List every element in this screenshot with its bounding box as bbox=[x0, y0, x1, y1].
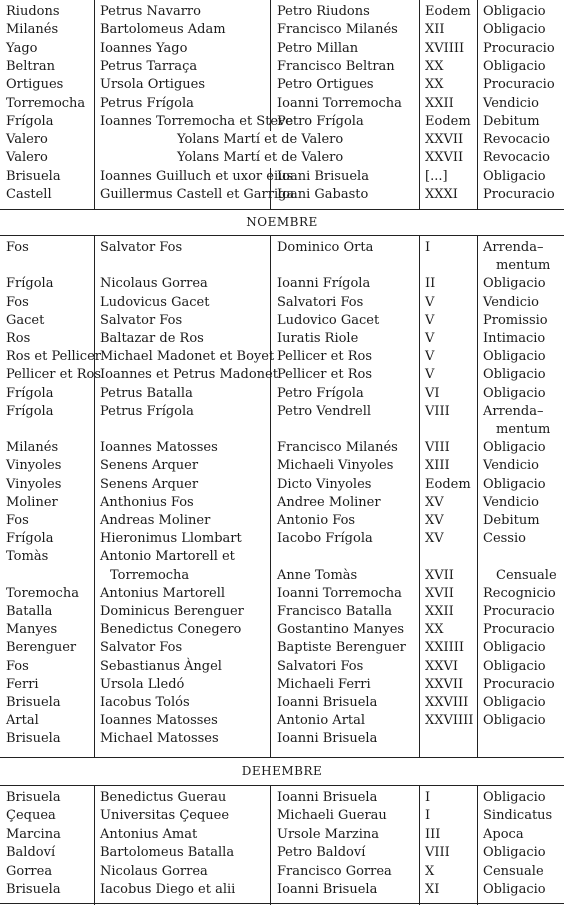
surname-cell: Çequea bbox=[6, 808, 56, 824]
surname-cell: Toremocha bbox=[6, 585, 79, 601]
surname-cell: Artal bbox=[6, 713, 39, 729]
grantor-cell: Salvator Fos bbox=[100, 640, 183, 656]
act-type-cell: Intimacio bbox=[483, 331, 546, 346]
act-type-cell: Vendicio bbox=[483, 95, 540, 111]
surname-cell: Ros bbox=[6, 331, 31, 346]
surname-cell: Vinyoles bbox=[6, 476, 62, 492]
act-type-cell: Obligacio bbox=[483, 440, 546, 456]
grantor-cell: Ursola Lledó bbox=[100, 676, 185, 692]
day-cell: VI bbox=[425, 385, 440, 401]
table-row bbox=[0, 294, 564, 312]
grantor-cell: Ioannes Yago bbox=[100, 40, 188, 56]
table-row bbox=[0, 863, 564, 881]
day-cell: XX bbox=[425, 622, 444, 638]
day-cell: XI bbox=[425, 882, 440, 897]
table-row bbox=[0, 494, 564, 512]
grantor-cell: Bartolomeus Batalla bbox=[100, 845, 235, 861]
surname-cell: Yago bbox=[6, 40, 38, 56]
surname-cell: Fos bbox=[6, 658, 29, 674]
table-row bbox=[0, 881, 564, 899]
grantor-cell: Petrus Frígola bbox=[100, 403, 194, 419]
day-cell: XXVII bbox=[425, 150, 464, 166]
act-type-cell: Obligacio bbox=[483, 349, 546, 365]
table-row bbox=[0, 712, 564, 730]
grantor-cell-continued: Torremocha bbox=[110, 567, 190, 583]
surname-cell: Ortigues bbox=[6, 77, 64, 93]
table-row bbox=[0, 807, 564, 825]
recipient-cell: Michaeli Ferri bbox=[277, 676, 371, 692]
surname-cell: Frígola bbox=[6, 403, 54, 419]
surname-cell: Frígola bbox=[6, 113, 54, 129]
day-cell: XXVIII bbox=[425, 695, 469, 710]
day-cell: I bbox=[425, 808, 431, 824]
table-row bbox=[0, 548, 564, 584]
act-type-cell: Obligacio bbox=[483, 640, 546, 656]
grantor-cell: Ludovicus Gacet bbox=[100, 294, 210, 310]
grantor-cell: Dominicus Berenguer bbox=[100, 604, 244, 619]
recipient-cell: Antonio Artal bbox=[277, 713, 366, 729]
act-type-cell: Debitum bbox=[483, 513, 540, 528]
act-type-cell: Obligacio bbox=[483, 790, 546, 805]
day-cell: XVIIII bbox=[425, 40, 465, 56]
act-type-cell: Arrenda– bbox=[483, 240, 544, 255]
grantor-cell: Antonio Martorell et bbox=[100, 549, 235, 565]
recipient-cell: Petro Baldoví bbox=[277, 845, 366, 861]
surname-cell: Baldoví bbox=[6, 845, 56, 861]
surname-cell: Brisuela bbox=[6, 731, 61, 747]
grantor-cell: Benedictus Conegero bbox=[100, 622, 242, 638]
grantor-cell: Petrus Batalla bbox=[100, 385, 193, 401]
recipient-cell: Andree Moliner bbox=[277, 494, 381, 510]
act-type-cell: Obligacio bbox=[483, 168, 546, 184]
act-type-cell: Revocacio bbox=[483, 132, 550, 148]
table-row bbox=[0, 530, 564, 548]
recipient-cell: Ioanni Brisuela bbox=[277, 695, 378, 710]
recipient-cell: Ursole Marzina bbox=[277, 826, 380, 842]
month-heading: DEHEMBRE bbox=[241, 764, 323, 778]
recipient-cell: Petro Vendrell bbox=[277, 403, 372, 419]
table-row bbox=[0, 385, 564, 403]
section-rule bbox=[0, 757, 564, 758]
table-row bbox=[0, 439, 564, 457]
recipient-cell: Ioanni Brisuela bbox=[277, 790, 378, 805]
table-row bbox=[0, 639, 564, 657]
day-cell: Eodem bbox=[425, 476, 471, 492]
day-cell: XXVIIII bbox=[425, 713, 474, 729]
grantor-cell: Antonius Amat bbox=[100, 826, 198, 842]
surname-cell: Frígola bbox=[6, 531, 54, 547]
grantor-cell: Petrus Navarro bbox=[100, 4, 201, 19]
table-row bbox=[0, 844, 564, 862]
surname-cell: Riudons bbox=[6, 4, 60, 19]
surname-cell: Milanés bbox=[6, 440, 59, 456]
grantor-cell: Hieronimus Llombart bbox=[100, 531, 242, 547]
act-type-cell: Obligacio bbox=[483, 695, 546, 710]
recipient-cell: Francisco Milanés bbox=[277, 22, 398, 38]
recipient-cell: Francisco Beltran bbox=[277, 58, 395, 74]
recipient-cell: Ludovico Gacet bbox=[277, 312, 380, 328]
section-rule bbox=[0, 903, 564, 904]
surname-cell: Berenguer bbox=[6, 640, 77, 656]
day-cell: V bbox=[425, 331, 435, 346]
table-row bbox=[0, 330, 564, 348]
table-row bbox=[0, 366, 564, 384]
table-row bbox=[0, 403, 564, 439]
table-row bbox=[0, 21, 564, 39]
table-row bbox=[0, 457, 564, 475]
grantor-cell: Ursola Ortigues bbox=[100, 77, 206, 93]
surname-cell: Milanés bbox=[6, 22, 59, 38]
day-cell: Eodem bbox=[425, 113, 471, 129]
grantor-cell: Ioannes et Petrus Madonet bbox=[100, 367, 278, 383]
grantor-cell: Nicolaus Gorrea bbox=[100, 863, 208, 879]
recipient-cell: Ioanni Torremocha bbox=[277, 95, 402, 111]
recipient-cell: Dominico Orta bbox=[277, 240, 374, 255]
day-cell: VIII bbox=[425, 845, 450, 861]
surname-cell: Ferri bbox=[6, 676, 39, 692]
act-type-cell: Cessio bbox=[483, 531, 526, 547]
surname-cell: Fos bbox=[6, 513, 29, 528]
grantor-cell: Michael Madonet et Boyet bbox=[100, 349, 275, 365]
day-cell: XX bbox=[425, 58, 444, 74]
table-row bbox=[0, 40, 564, 58]
table-row bbox=[0, 3, 564, 21]
table-row bbox=[0, 621, 564, 639]
act-type-cell: Obligacio bbox=[483, 713, 546, 729]
grantor-cell: Sebastianus Àngel bbox=[100, 658, 222, 674]
day-cell: V bbox=[425, 349, 435, 365]
recipient-cell: Petro Frígola bbox=[277, 113, 364, 129]
act-type-cell: Procuracio bbox=[483, 187, 555, 202]
day-cell: Eodem bbox=[425, 4, 471, 19]
act-type-cell: Obligacio bbox=[483, 658, 546, 674]
grantor-cell: Petrus Frígola bbox=[100, 95, 194, 111]
act-type-cell: Procuracio bbox=[483, 676, 555, 692]
grantor-cell: Salvator Fos bbox=[100, 312, 183, 328]
act-type-cell: Obligacio bbox=[483, 276, 546, 292]
table-row bbox=[0, 730, 564, 748]
day-cell: XXII bbox=[425, 604, 454, 619]
surname-cell: Pellicer et Ros bbox=[6, 367, 101, 383]
day-cell: III bbox=[425, 826, 441, 842]
act-type-cell: Procuracio bbox=[483, 604, 555, 619]
grantor-cell: Andreas Moliner bbox=[100, 513, 211, 528]
grantor-cell: Ioannes Matosses bbox=[100, 713, 218, 729]
recipient-cell: Ioanni Brisuela bbox=[277, 882, 378, 897]
grantor-cell: Salvator Fos bbox=[100, 240, 183, 255]
surname-cell: Valero bbox=[6, 150, 48, 166]
surname-cell: Tomàs bbox=[6, 549, 49, 565]
recipient-cell-continued: Anne Tomàs bbox=[277, 567, 358, 583]
act-type-cell: Obligacio bbox=[483, 882, 546, 897]
recipient-cell: Ioanni Torremocha bbox=[277, 585, 402, 601]
table-row bbox=[0, 658, 564, 676]
surname-cell: Brisuela bbox=[6, 168, 61, 184]
section-rule bbox=[0, 235, 564, 236]
grantor-cell: Antonius Martorell bbox=[100, 585, 226, 601]
table-row bbox=[0, 789, 564, 807]
recipient-cell: Ioani Brisuela bbox=[277, 168, 369, 184]
grantor-cell: Nicolaus Gorrea bbox=[100, 276, 208, 292]
surname-cell: Castell bbox=[6, 187, 52, 202]
act-type-cell: Obligacio bbox=[483, 58, 546, 74]
surname-cell: Brisuela bbox=[6, 695, 61, 710]
act-type-cell: Arrenda– bbox=[483, 403, 544, 419]
day-cell: XXIIII bbox=[425, 640, 465, 656]
grantor-cell: Michael Matosses bbox=[100, 731, 219, 747]
recipient-cell: Salvatori Fos bbox=[277, 294, 364, 310]
day-cell: X bbox=[425, 863, 435, 879]
table-row bbox=[0, 58, 564, 76]
recipient-cell: Iacobo Frígola bbox=[277, 531, 373, 547]
table-row bbox=[0, 348, 564, 366]
day-cell-continued: XVII bbox=[425, 567, 454, 583]
grantor-cell: Senens Arquer bbox=[100, 476, 199, 492]
recipient-cell: Pellicer et Ros bbox=[277, 367, 372, 383]
day-cell: XV bbox=[425, 531, 444, 547]
day-cell: V bbox=[425, 312, 435, 328]
table-row bbox=[0, 113, 564, 131]
act-type-cell-continued: mentum bbox=[496, 258, 551, 274]
recipient-cell: Baptiste Berenguer bbox=[277, 640, 406, 656]
grantor-cell: Petrus Tarraça bbox=[100, 58, 198, 74]
day-cell: XXVII bbox=[425, 676, 464, 692]
grantor-cell: Yolans Martí et de Valero bbox=[175, 131, 345, 149]
day-cell: II bbox=[425, 276, 436, 292]
table-row bbox=[0, 239, 564, 275]
recipient-cell: Pellicer et Ros bbox=[277, 349, 372, 365]
grantor-cell: Senens Arquer bbox=[100, 458, 199, 474]
recipient-cell: Petro Ortigues bbox=[277, 77, 374, 93]
recipient-cell: Iuratis Riole bbox=[277, 331, 359, 346]
grantor-cell: Universitas Çequee bbox=[100, 808, 230, 824]
day-cell: I bbox=[425, 240, 431, 255]
act-type-cell: Obligacio bbox=[483, 22, 546, 38]
day-cell: XXVII bbox=[425, 132, 464, 148]
recipient-cell: Gostantino Manyes bbox=[277, 622, 405, 638]
act-type-cell: Vendicio bbox=[483, 458, 540, 474]
day-cell: XX bbox=[425, 77, 444, 93]
surname-cell: Vinyoles bbox=[6, 458, 62, 474]
act-type-cell: Procuracio bbox=[483, 40, 555, 56]
surname-cell: Torremocha bbox=[6, 95, 86, 111]
recipient-cell: Ioanni Frígola bbox=[277, 276, 371, 292]
act-type-cell: Apoca bbox=[483, 826, 524, 842]
act-type-cell: Sindicatus bbox=[483, 808, 553, 824]
grantor-cell: Yolans Martí et de Valero bbox=[175, 149, 345, 167]
surname-cell: Marcina bbox=[6, 826, 61, 842]
grantor-cell: Ioannes Guilluch et uxor eius bbox=[100, 168, 294, 184]
table-row bbox=[0, 676, 564, 694]
act-type-cell: Obligacio bbox=[483, 476, 546, 492]
day-cell: XXII bbox=[425, 95, 454, 111]
table-row bbox=[0, 585, 564, 603]
grantor-cell: Iacobus Diego et alii bbox=[100, 882, 236, 897]
table-row bbox=[0, 186, 564, 204]
section-rule bbox=[0, 209, 564, 210]
day-cell: XXVI bbox=[425, 658, 459, 674]
day-cell: [...] bbox=[425, 168, 448, 184]
month-heading: NOEMBRE bbox=[246, 215, 318, 229]
day-cell: VIII bbox=[425, 403, 450, 419]
surname-cell: Ros et Pellicer bbox=[6, 349, 101, 365]
grantor-cell: Ioannes Torremocha et Steve bbox=[100, 113, 294, 129]
act-type-cell: Revocacio bbox=[483, 150, 550, 166]
surname-cell: Manyes bbox=[6, 622, 58, 638]
recipient-cell: Francisco Batalla bbox=[277, 604, 393, 619]
recipient-cell: Antonio Fos bbox=[277, 513, 356, 528]
recipient-cell: Petro Frígola bbox=[277, 385, 364, 401]
grantor-cell: Ioannes Matosses bbox=[100, 440, 218, 456]
recipient-cell: Michaeli Vinyoles bbox=[277, 458, 394, 474]
surname-cell: Valero bbox=[6, 132, 48, 148]
act-type-cell: Obligacio bbox=[483, 385, 546, 401]
table-row bbox=[0, 826, 564, 844]
act-type-cell: Recognicio bbox=[483, 585, 556, 601]
act-type-cell: Procuracio bbox=[483, 622, 555, 638]
act-type-cell: Obligacio bbox=[483, 845, 546, 861]
recipient-cell: Salvatori Fos bbox=[277, 658, 364, 674]
recipient-cell: Petro Riudons bbox=[277, 4, 370, 19]
table-row bbox=[0, 76, 564, 94]
day-cell: XIII bbox=[425, 458, 450, 474]
recipient-cell: Michaeli Guerau bbox=[277, 808, 387, 824]
table-row bbox=[0, 512, 564, 530]
recipient-cell: Francisco Gorrea bbox=[277, 863, 392, 879]
day-cell: VIII bbox=[425, 440, 450, 456]
act-type-cell: Censuale bbox=[483, 863, 544, 879]
table-row bbox=[0, 312, 564, 330]
surname-cell: Moliner bbox=[6, 494, 58, 510]
table-row bbox=[0, 603, 564, 621]
grantor-cell: Guillermus Castell et Garriga bbox=[100, 187, 295, 202]
table-row bbox=[0, 131, 564, 149]
act-type-cell-continued: mentum bbox=[496, 422, 551, 438]
act-type-cell: Promissio bbox=[483, 312, 548, 328]
day-cell: XV bbox=[425, 494, 444, 510]
day-cell: XV bbox=[425, 513, 444, 528]
day-cell: XVII bbox=[425, 585, 454, 601]
grantor-cell: Benedictus Guerau bbox=[100, 790, 227, 805]
surname-cell: Batalla bbox=[6, 604, 53, 619]
table-row bbox=[0, 694, 564, 712]
grantor-cell: Anthonius Fos bbox=[100, 494, 194, 510]
surname-cell: Gacet bbox=[6, 312, 45, 328]
grantor-cell: Baltazar de Ros bbox=[100, 331, 204, 346]
act-type-cell: Obligacio bbox=[483, 367, 546, 383]
act-type-cell: Vendicio bbox=[483, 294, 540, 310]
surname-cell: Fos bbox=[6, 294, 29, 310]
surname-cell: Fos bbox=[6, 240, 29, 255]
surname-cell: Frígola bbox=[6, 385, 54, 401]
day-cell: I bbox=[425, 790, 431, 805]
surname-cell: Beltran bbox=[6, 58, 55, 74]
recipient-cell: Ioani Gabasto bbox=[277, 187, 369, 202]
recipient-cell: Francisco Milanés bbox=[277, 440, 398, 456]
table-row bbox=[0, 168, 564, 186]
act-type-cell: Procuracio bbox=[483, 77, 555, 93]
recipient-cell: Petro Millan bbox=[277, 40, 359, 56]
act-type-cell-continued: Censuale bbox=[496, 567, 557, 583]
act-type-cell: Vendicio bbox=[483, 494, 540, 510]
day-cell: XXXI bbox=[425, 187, 458, 202]
table-row bbox=[0, 476, 564, 494]
surname-cell: Gorrea bbox=[6, 863, 53, 879]
surname-cell: Brisuela bbox=[6, 790, 61, 805]
grantor-cell: Iacobus Tolós bbox=[100, 695, 190, 710]
day-cell: V bbox=[425, 367, 435, 383]
section-rule bbox=[0, 785, 564, 786]
day-cell: V bbox=[425, 294, 435, 310]
table-row bbox=[0, 95, 564, 113]
recipient-cell: Ioanni Brisuela bbox=[277, 731, 378, 747]
recipient-cell: Dicto Vinyoles bbox=[277, 476, 372, 492]
grantor-cell: Bartolomeus Adam bbox=[100, 22, 226, 38]
surname-cell: Frígola bbox=[6, 276, 54, 292]
table-row bbox=[0, 149, 564, 167]
act-type-cell: Obligacio bbox=[483, 4, 546, 19]
act-type-cell: Debitum bbox=[483, 113, 540, 129]
surname-cell: Brisuela bbox=[6, 882, 61, 897]
day-cell: XII bbox=[425, 22, 445, 38]
table-row bbox=[0, 275, 564, 293]
